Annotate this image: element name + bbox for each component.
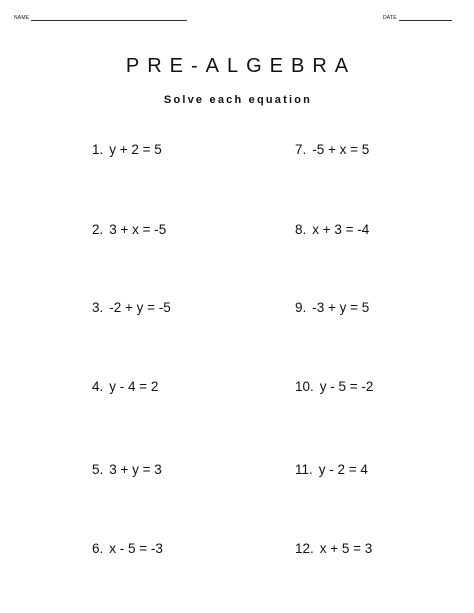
problem-equation: y - 2 = 4 — [318, 462, 368, 477]
problem-equation: -5 + x = 5 — [312, 142, 370, 157]
problem-number: 6. — [92, 541, 104, 556]
problem-5 — [92, 462, 162, 478]
problem-6 — [92, 541, 163, 557]
date-line[interactable] — [399, 15, 452, 21]
problem-number: 2. — [92, 222, 104, 237]
problem-number: 4. — [92, 379, 104, 394]
problem-number: 8. — [295, 222, 307, 237]
name-label: NAME — [14, 15, 30, 21]
date-label: DATE — [383, 15, 397, 21]
problem-2 — [92, 222, 166, 238]
problem-number: 7. — [295, 142, 307, 157]
problem-9 — [295, 300, 369, 316]
problem-number: 3. — [92, 300, 104, 315]
problem-equation: -3 + y = 5 — [312, 300, 370, 315]
problem-10 — [295, 379, 373, 395]
problem-1 — [92, 142, 162, 158]
problem-equation: 3 + x = -5 — [109, 222, 167, 237]
problem-number: 12. — [295, 541, 314, 556]
problem-equation: x + 5 = 3 — [319, 541, 373, 556]
problem-equation: x + 3 = -4 — [312, 222, 370, 237]
problem-number: 9. — [295, 300, 307, 315]
problem-12 — [295, 541, 372, 557]
problem-number: 5. — [92, 462, 104, 477]
page-title: PRE-ALGEBRA — [125, 55, 357, 77]
problem-7 — [295, 142, 369, 158]
problem-equation: y - 5 = -2 — [319, 379, 374, 394]
problem-4 — [92, 379, 158, 395]
date-field — [383, 15, 452, 21]
instructions: Solve each equation — [163, 94, 313, 106]
name-field — [14, 15, 187, 21]
problem-8 — [295, 222, 369, 238]
problem-number: 10. — [295, 379, 314, 394]
problem-equation: 3 + y = 3 — [109, 462, 162, 477]
problem-number: 1. — [92, 142, 104, 157]
problem-equation: y + 2 = 5 — [109, 142, 162, 157]
problem-number: 11. — [295, 462, 313, 477]
problem-equation: y - 4 = 2 — [109, 379, 159, 394]
problem-equation: -2 + y = -5 — [109, 300, 171, 315]
problem-equation: x - 5 = -3 — [109, 541, 163, 556]
problem-11 — [295, 462, 368, 478]
problem-3 — [92, 300, 171, 316]
name-line[interactable] — [31, 15, 187, 21]
